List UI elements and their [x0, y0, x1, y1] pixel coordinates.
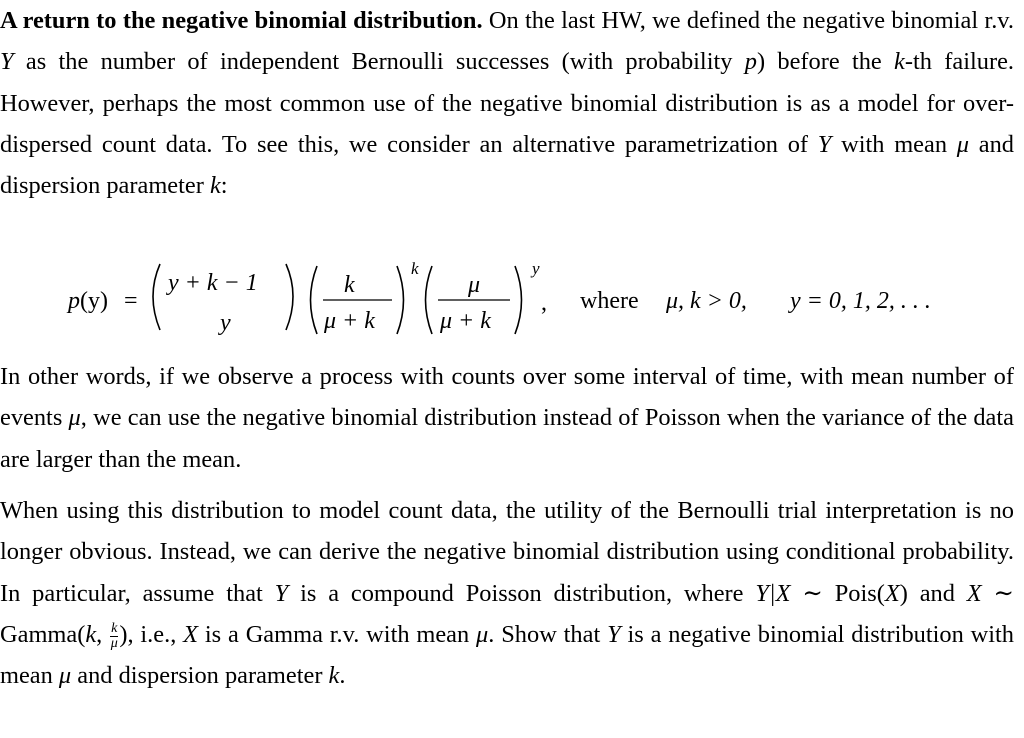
binom-top: y + k − 1	[168, 270, 258, 296]
text: , we can use the negative binomial distribution instead of Poisson when the variance of the data are larger than the mean.	[0, 404, 1014, 473]
text: :	[220, 172, 228, 200]
math-var: Y	[607, 620, 621, 648]
text: .	[339, 662, 346, 690]
math-var: X	[966, 579, 982, 607]
binom-left-paren	[153, 264, 160, 330]
text: ) before the	[756, 48, 895, 76]
frac2-right-paren	[515, 266, 522, 334]
inline-fraction	[110, 622, 118, 651]
eq-support: y = 0, 1, 2, . . .	[790, 288, 931, 314]
binom-bottom: y	[220, 310, 231, 336]
math-func: Pois(	[834, 579, 885, 607]
math-var: X	[884, 579, 900, 607]
frac1-left-paren	[311, 266, 318, 334]
text: and dispersion parameter	[0, 130, 1014, 200]
math-var: k	[894, 48, 905, 76]
paragraph-exercise	[0, 490, 1014, 696]
math-var: k	[328, 662, 340, 690]
text: as the number of independent Bernoulli successes (with probability	[13, 48, 745, 76]
text: -th failure. However, perhaps the most common use of the negative binomial distribution is as a model for over-dispersed count data. To see this, we consider an alternative parametrization of	[0, 48, 1015, 158]
exp2: y	[532, 259, 540, 278]
text: On the last HW, we defined the negative binomial r.v.	[482, 7, 1014, 34]
math-var: μ	[956, 130, 970, 158]
math-var: k	[85, 620, 97, 648]
math-expr: Y|X	[755, 579, 791, 607]
text: . Show that	[488, 620, 608, 648]
eq-equals: =	[124, 288, 138, 314]
math-func: Gamma(	[0, 620, 86, 648]
text: is a Gamma r.v. with mean	[198, 620, 477, 648]
text: ), i.e.,	[119, 620, 184, 648]
math-symbol: ∼	[981, 579, 1014, 607]
exp1: k	[411, 259, 419, 278]
paragraph-intro	[0, 0, 1014, 206]
frac2-den: μ + k	[440, 308, 491, 334]
pmf-equation	[0, 252, 1024, 342]
text: with mean	[831, 130, 957, 158]
eq-where: where	[580, 288, 639, 314]
math-var: X	[183, 620, 199, 648]
frac2-left-paren	[426, 266, 433, 334]
text: ) and	[899, 579, 967, 607]
eq-comma: ,	[541, 290, 547, 316]
math-symbol: ∼	[790, 579, 835, 607]
text: and dispersion parameter	[71, 662, 329, 690]
math-var: μ	[476, 620, 489, 648]
fraction-numerator: k	[111, 620, 118, 636]
eq-condition: μ, k > 0,	[666, 288, 747, 314]
math-var: k	[209, 172, 221, 200]
paragraph-over-dispersion	[0, 356, 1014, 480]
eq-lhs-arg: (y)	[80, 288, 108, 314]
frac1-den: μ + k	[324, 308, 375, 334]
frac1-right-paren	[397, 266, 404, 334]
math-var: Y	[817, 130, 832, 158]
text: In other words, if we observe a process with counts over some interval of time, with mean number of events	[0, 363, 1014, 432]
frac1-num: k	[344, 272, 355, 298]
text: is a compound Poisson distribution, where	[288, 579, 756, 607]
fraction-denominator: μ	[110, 635, 118, 651]
math-var: Y	[274, 579, 289, 607]
math-var: Y	[0, 48, 14, 76]
text: is a negative binomial distribution with mean	[0, 620, 1014, 690]
frac2-num: μ	[468, 272, 481, 298]
eq-lhs-p: p	[68, 288, 80, 314]
math-var: μ	[58, 662, 72, 690]
binom-right-paren	[286, 264, 293, 330]
text: When using this distribution to model count data, the utility of the Bernoulli trial interpretation is no longer obvious. Instead, we can derive the negative binomial distribution using conditional probability. In particular, assume that	[0, 497, 1014, 607]
math-var: μ	[68, 404, 81, 432]
section-heading: A return to the negative binomial distribution.	[0, 7, 483, 34]
math-var: p	[744, 48, 757, 76]
math-symbol: ,	[96, 620, 110, 648]
